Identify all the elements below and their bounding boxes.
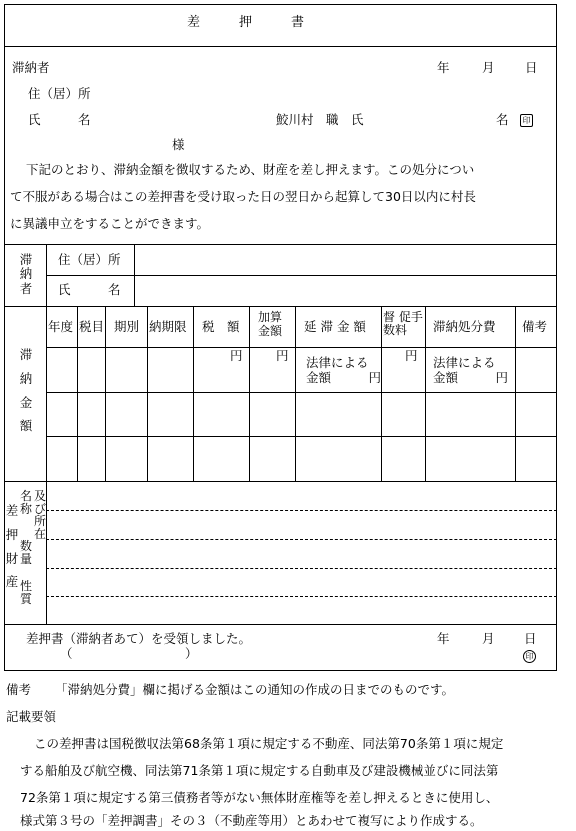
instructions-line1: この差押書は国税徴収法第68条第１項に規定する不動産、同法第70条第１項に規定 [34,736,504,751]
taxpayer-section-label: 滞 納 者 [19,252,33,296]
property-section-label: 差 押 財 産 [5,503,19,590]
form-title: 差 押 書 [187,15,305,30]
divider [46,392,557,393]
col-header-additional: 加算金額 [258,310,283,338]
disposition-legal-note-2: 金額 円 [433,370,509,385]
unit-yen-tax: 円 [230,348,243,363]
taxpayer-name-label: 氏 名 [58,282,121,297]
divider [4,306,557,307]
receipt-paren: （ ） [60,646,198,661]
issuer-name: 名 [496,112,509,127]
honorific: 様 [172,137,185,152]
divider [4,624,557,625]
dashed-line [46,539,557,540]
divider [46,347,557,348]
date-day: 日 [525,60,538,75]
divider [193,306,194,481]
divider [105,306,106,481]
instructions-line4: 様式第３号の「差押調書」その３（不動産等用）とあわせて複写により作成する。 [20,813,483,828]
instructions-line2: する船舶及び航空機、同法第71条第１項に規定する自動車及び建設機械並びに同法第 [20,763,499,778]
col-header-year: 年度 [48,319,74,334]
dashed-line [46,596,557,597]
divider [381,306,382,481]
remarks-text: 「滞納処分費」欄に掲げる金額はこの通知の作成の日までのものです。 [55,682,455,697]
col-header-late-fee: 延 滞 金 額 [304,319,366,334]
issuer-title: 鮫川村 職 氏 [276,112,364,127]
amount-section-label: 滞 納 金 額 [19,347,33,434]
property-sublabel-nature: 性 質 [19,579,32,606]
divider [46,306,47,481]
divider [425,306,426,481]
receipt-day: 日 [524,631,537,646]
taxpayer-address-label: 住（居）所 [58,252,121,267]
date-month: 月 [482,60,495,75]
dashed-line [46,568,557,569]
divider [4,46,557,47]
instructions-label: 記載要領 [6,709,57,724]
late-fee-legal-note-2: 金額 円 [306,370,382,385]
col-header-due-date: 納期限 [149,319,187,334]
divider [147,306,148,481]
notice-body-line3: に異議申立をすることができます。 [10,216,210,231]
receipt-text: 差押書（滞納者あて）を受領しました。 [26,631,252,646]
col-header-period: 期別 [114,319,140,334]
col-header-disposition-fee: 滞納処分費 [433,319,496,334]
col-header-tax-amount: 税 額 [202,319,240,334]
divider [4,481,557,482]
date-year: 年 [437,60,450,75]
col-header-remarks: 備考 [522,319,548,334]
divider [77,306,78,481]
unit-yen-additional: 円 [276,348,289,363]
divider [46,436,557,437]
col-header-reminder-fee: 督 促手数料 [383,310,423,338]
divider [46,481,47,624]
property-sublabel-quantity: 数 量 [19,539,32,566]
divider [249,306,250,481]
notice-body-line1: 下記のとおり、滞納金額を徴収するため、財産を差し押えます。この処分につい [26,162,475,177]
instructions-line3: 72条第１項に規定する第三債務者等がない無体財産権等を差し押えるときに使用し、 [20,790,499,805]
name-label: 氏 名 [28,112,91,127]
property-sublabel-location: 及 び 所 在 [33,489,46,541]
receipt-seal: 印 [523,649,536,663]
dashed-line [46,510,557,511]
divider [4,244,557,245]
divider [295,306,296,481]
late-fee-legal-note-1: 法律による [306,355,369,370]
notice-body-line2: て不服がある場合はこの差押書を受け取った日の翌日から起算して30日以内に村長 [10,189,476,204]
seal-stamp: 印 [520,113,533,127]
divider [515,306,516,481]
unit-yen-reminder: 円 [405,348,418,363]
receipt-month: 月 [482,631,495,646]
col-header-tax-item: 税目 [79,319,105,334]
taxpayer-label: 滞納者 [12,60,50,75]
divider [46,275,557,276]
receipt-year: 年 [437,631,450,646]
remarks-label: 備考 [6,682,32,697]
property-sublabel-name: 名 称 [19,489,32,516]
disposition-legal-note-1: 法律による [433,355,496,370]
address-label: 住（居）所 [28,86,91,101]
